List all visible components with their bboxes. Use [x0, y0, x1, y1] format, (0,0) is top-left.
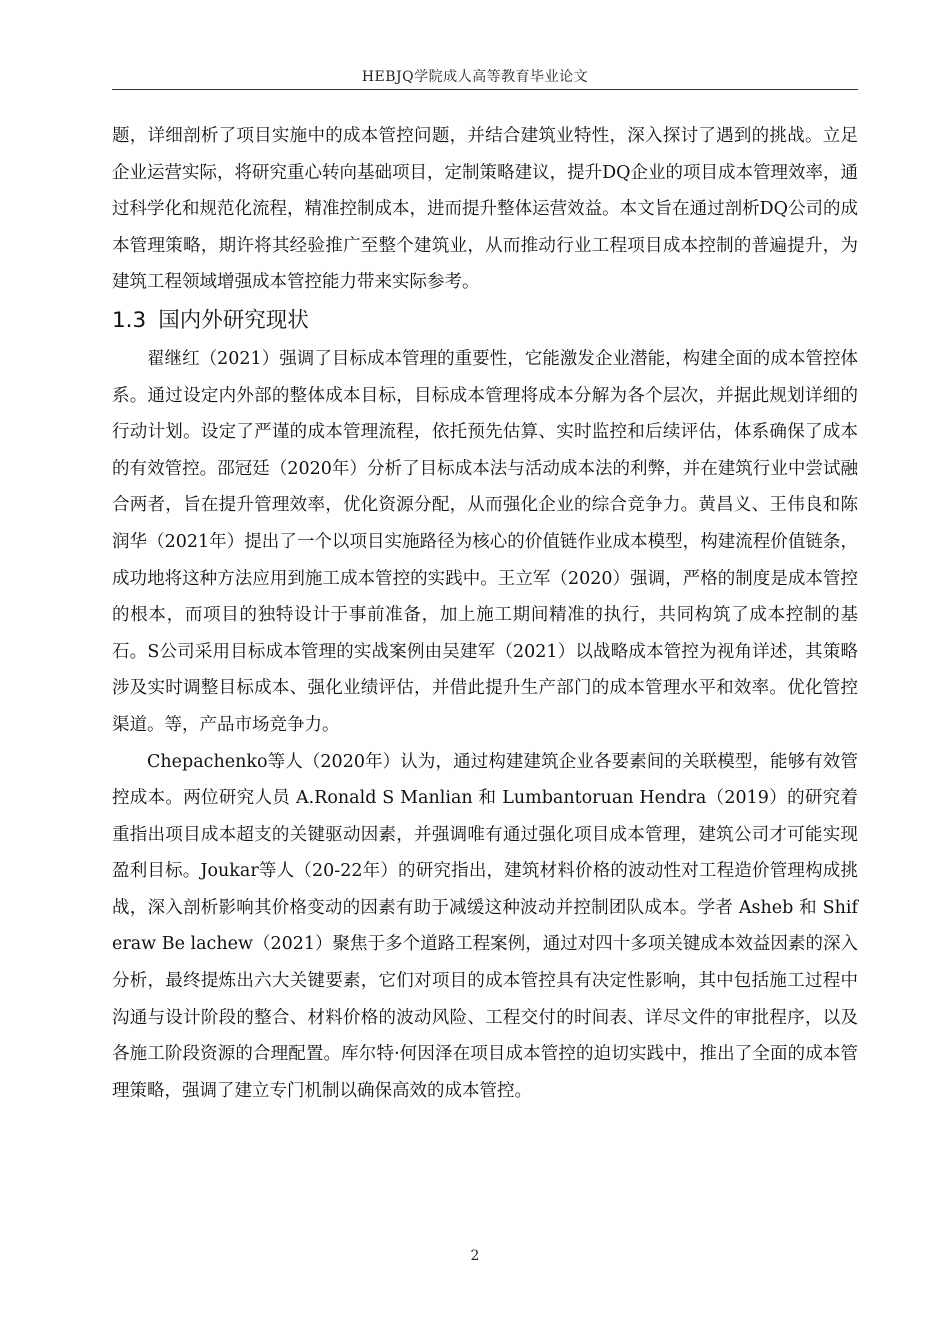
page-number: 2 [470, 1248, 480, 1264]
document-body [112, 118, 858, 1109]
paragraph-foreign-research: Chepachenko等人（2020年）认为，通过构建建筑企业各要素间的关联模型，能够有效管控成本。两位研究人员 A.Ronald S Manlian 和 Lumbantoruan Hendra（2019）的研究着重指出项目成本超支的关键驱动因素，并强调唯有通过强化项目成本管理，建筑公司才可能实现盈利目标。Joukar等人（20-22年）的研究指出，建筑材料价格的波动性对工程造价管理构成挑战，深入剖析影响其价格变动的因素有助于减缓这种波动并控制团队成本。学者 Asheb 和 Shiferaw Be lachew（2021）聚焦于多个道路工程案例，通过对四十多项关键成本效益因素的深入分析，最终提炼出六大关键要素，它们对项目的成本管控具有决定性影响，其中包括施工过程中沟通与设计阶段的整合、材料价格的波动风险、工程交付的时间表、详尽文件的审批程序，以及各施工阶段资源的合理配置。库尔特·何因泽在项目成本管控的迫切实践中，推出了全面的成本管理策略，强调了建立专门机制以确保高效的成本管控。 [112, 751, 858, 1101]
page-header: HEBJQ学院成人高等教育毕业论文 [361, 69, 589, 85]
section-number: 1.3 [112, 307, 147, 333]
section-heading [112, 301, 858, 341]
section-title: 国内外研究现状 [158, 307, 309, 333]
paragraph-intro-continued: 题，详细剖析了项目实施中的成本管控问题，并结合建筑业特性，深入探讨了遇到的挑战。立足企业运营实际，将研究重心转向基础项目，定制策略建议，提升DQ企业的项目成本管理效率，通过科学化和规范化流程，精准控制成本，进而提升整体运营效益。本文旨在通过剖析DQ公司的成本管理策略，期许将其经验推广至整个建筑业，从而推动行业工程项目成本控制的普遍提升，为建筑工程领域增强成本管控能力带来实际参考。 [112, 126, 858, 293]
header-rule [112, 89, 858, 90]
paragraph-domestic-research: 翟继红（2021）强调了目标成本管理的重要性，它能激发企业潜能，构建全面的成本管控体系。通过设定内外部的整体成本目标，目标成本管理将成本分解为各个层次，并据此规划详细的行动计划。设定了严谨的成本管理流程，依托预先估算、实时监控和后续评估，体系确保了成本的有效管控。邵冠廷（2020年）分析了目标成本法与活动成本法的利弊，并在建筑行业中尝试融合两者，旨在提升管理效率，优化资源分配，从而强化企业的综合竞争力。黄昌义、王伟良和陈润华（2021年）提出了一个以项目实施路径为核心的价值链作业成本模型，构建流程价值链条，成功地将这种方法应用到施工成本管控的实践中。王立军（2020）强调，严格的制度是成本管控的根本，而项目的独特设计于事前准备，加上施工期间精准的执行，共同构筑了成本控制的基石。S公司采用目标成本管理的实战案例由吴建军（2021）以战略成本管控为视角详述，其策略涉及实时调整目标成本、强化业绩评估，并借此提升生产部门的成本管理水平和效率。优化管控渠道。等，产品市场竞争力。 [112, 348, 858, 735]
